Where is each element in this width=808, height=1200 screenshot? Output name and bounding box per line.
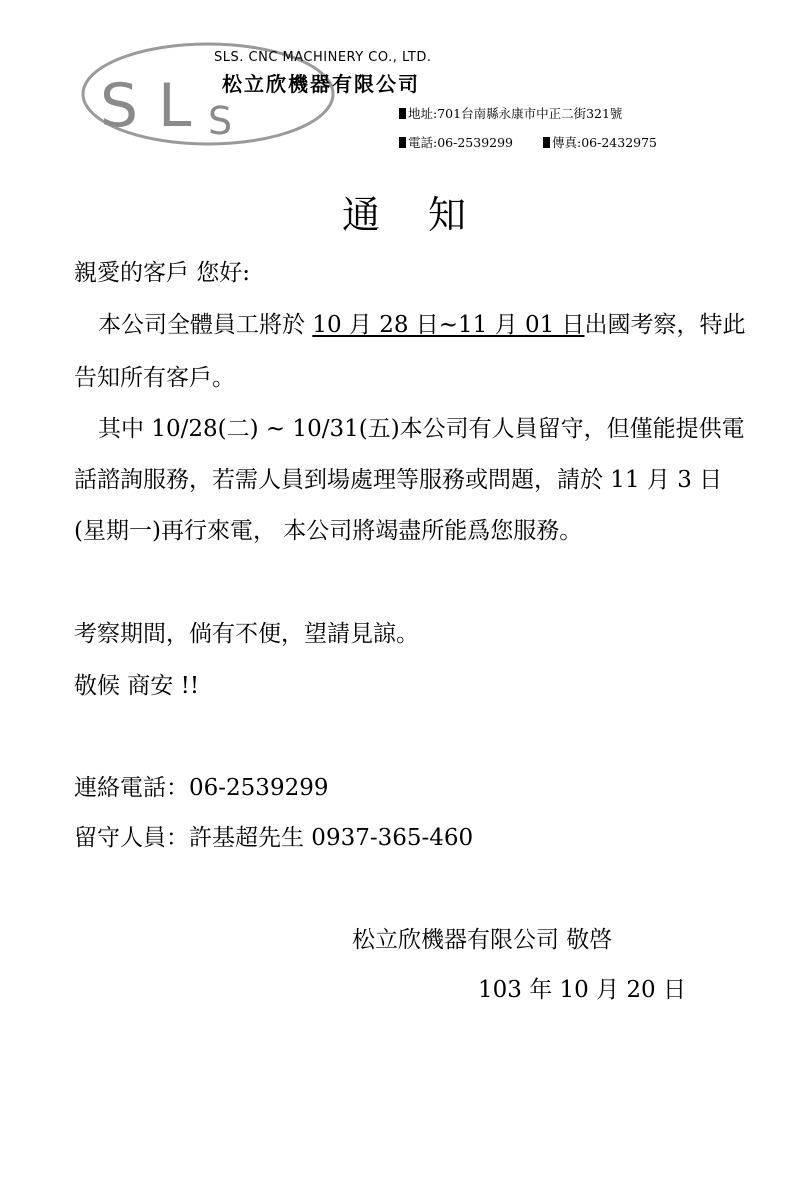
address-line	[399, 104, 622, 122]
contact-person-line: 留守人員：許基超先生 0937-365-460	[74, 825, 474, 851]
paragraph-2-line-2: 話諮詢服務，若需人員到場處理等服務或問題，請於 11 月 3 日	[74, 467, 723, 493]
paragraph-2-line-1: 其中 10/28(二) ~ 10/31(五)本公司有人員留守，但僅能提供電	[98, 416, 745, 442]
greeting: 親愛的客戶 您好:	[74, 260, 251, 286]
notice-title	[0, 184, 808, 239]
bullet-square-icon	[399, 108, 406, 119]
p1-post: 出國考察，特此	[584, 312, 746, 338]
company-name-zh: 松立欣機器有限公司	[222, 72, 420, 96]
fax-line	[543, 133, 657, 151]
company-name-en: SLS. CNC MACHINERY CO., LTD.	[214, 50, 432, 65]
svg-text:S: S	[100, 71, 139, 141]
p1-dates: 10 月 28 日~11 月 01 日	[312, 312, 585, 338]
signature-line: 松立欣機器有限公司 敬啓	[352, 927, 613, 953]
svg-text:L: L	[158, 71, 192, 141]
address-text: 地址:701台南縣永康市中正二街321號	[408, 106, 623, 121]
phone-line	[399, 133, 513, 151]
paragraph-2-line-3: (星期一)再行來電， 本公司將竭盡所能爲您服務。	[74, 518, 583, 544]
title-char-2: 知	[428, 193, 467, 237]
bullet-square-icon	[399, 137, 406, 148]
phone-text: 電話:06-2539299	[408, 135, 514, 150]
contact-phone-line: 連絡電話：06-2539299	[74, 775, 329, 801]
paragraph-1-line-2: 告知所有客戶。	[74, 365, 235, 391]
closing-line: 敬候 商安 !!	[74, 673, 200, 699]
bullet-square-icon	[543, 137, 550, 148]
date-line: 103 年 10 月 20 日	[478, 977, 686, 1003]
fax-text: 傳真:06-2432975	[552, 135, 658, 150]
apology-line: 考察期間，倘有不便，望請見諒。	[74, 621, 419, 647]
svg-text:S: S	[208, 99, 233, 143]
paragraph-1-line-1	[98, 309, 746, 341]
title-char-1: 通	[341, 193, 380, 237]
p1-pre: 本公司全體員工將於	[98, 312, 313, 338]
